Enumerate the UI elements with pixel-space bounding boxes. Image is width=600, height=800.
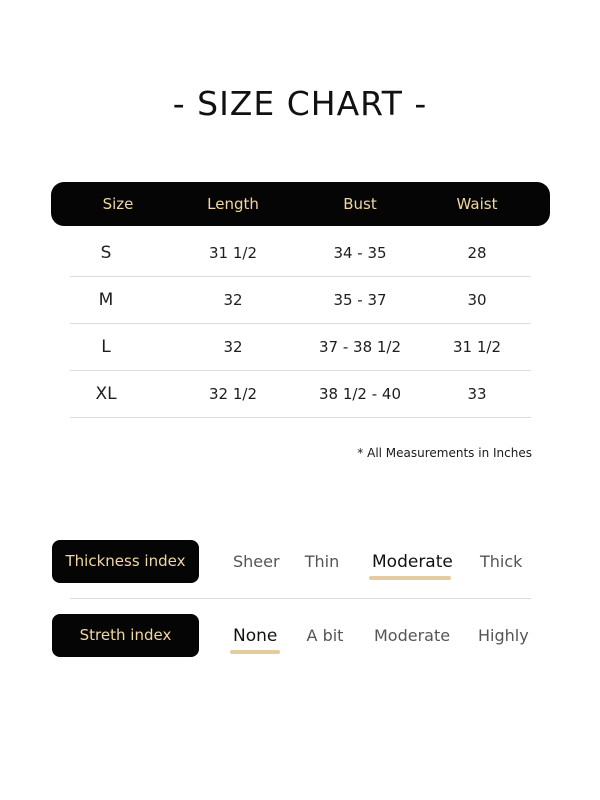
- measurement-note: * All Measurements in Inches: [357, 446, 532, 460]
- stretch-option-highly: Highly: [478, 626, 529, 645]
- length-cell: 32 1/2: [209, 385, 257, 403]
- waist-cell: 33: [467, 385, 487, 403]
- length-cell: 32: [223, 291, 243, 309]
- size-table-body: [70, 230, 531, 418]
- stretch-option-none: None: [233, 624, 277, 648]
- table-row: [70, 277, 531, 324]
- stretch-option-a-bit: A bit: [306, 626, 344, 645]
- bust-cell: 38 1/2 - 40: [318, 385, 402, 403]
- length-cell: 32: [223, 338, 243, 356]
- bust-cell: 37 - 38 1/2: [318, 338, 402, 356]
- header-size: Size: [102, 195, 134, 213]
- waist-cell: 30: [467, 291, 487, 309]
- table-row: [70, 371, 531, 418]
- size-cell: S: [100, 243, 112, 263]
- waist-cell: 31 1/2: [453, 338, 501, 356]
- stretch-index-label: Streth index: [52, 614, 199, 657]
- bust-cell: 35 - 37: [333, 291, 387, 309]
- thickness-option-thin: Thin: [304, 552, 340, 571]
- size-cell: L: [101, 337, 111, 357]
- waist-cell: 28: [467, 244, 487, 262]
- stretch-option-moderate: Moderate: [374, 626, 451, 645]
- header-bust: Bust: [343, 195, 377, 213]
- table-row: [70, 230, 531, 277]
- header-waist: Waist: [456, 195, 498, 213]
- thickness-option-sheer: Sheer: [233, 552, 280, 571]
- selected-underline: [230, 650, 280, 654]
- table-row: [70, 324, 531, 371]
- bust-cell: 34 - 35: [333, 244, 387, 262]
- thickness-index-label: Thickness index: [52, 540, 199, 583]
- length-cell: 31 1/2: [209, 244, 257, 262]
- thickness-option-moderate: Moderate: [372, 550, 448, 574]
- table-header: [51, 182, 550, 226]
- selected-underline: [369, 576, 451, 580]
- page-title: - SIZE CHART -: [172, 84, 428, 123]
- thickness-option-thick: Thick: [480, 552, 523, 571]
- index-divider: [70, 598, 531, 599]
- header-length: Length: [207, 195, 259, 213]
- size-cell: M: [98, 290, 114, 310]
- size-cell: XL: [95, 384, 117, 404]
